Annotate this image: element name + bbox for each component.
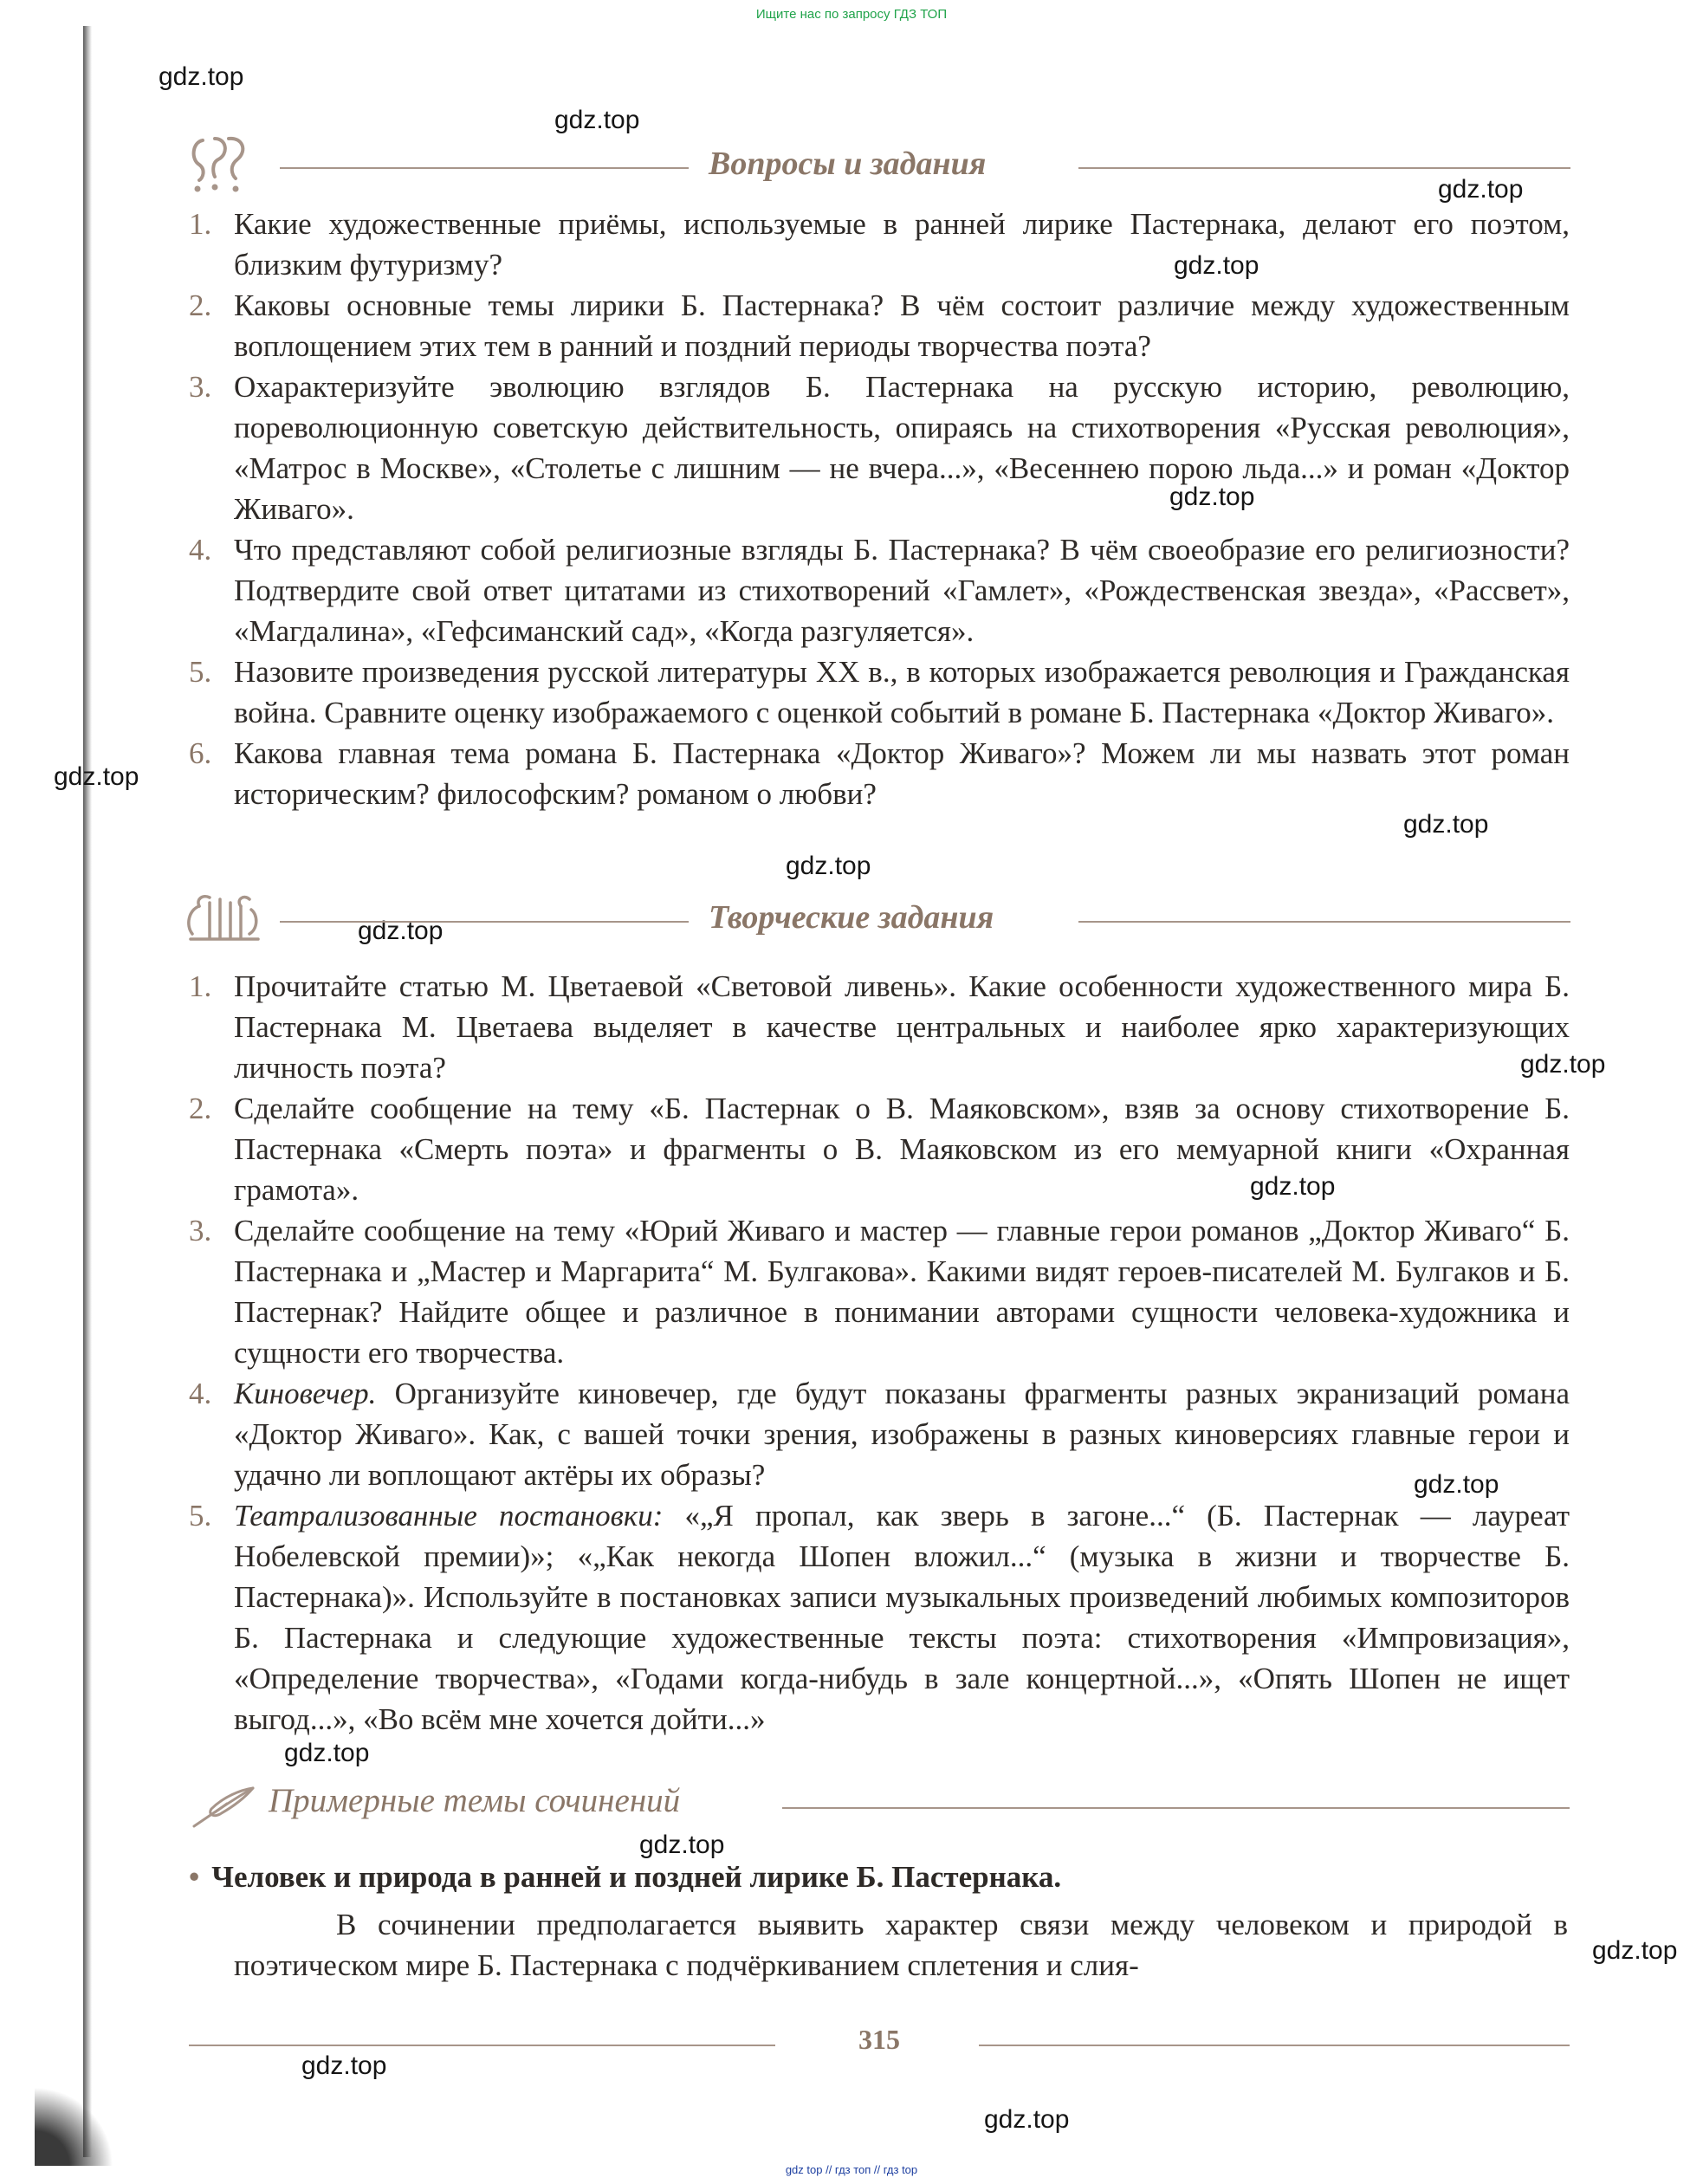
list-item: 2. Сделайте сообщение на тему «Б. Пастернак о В. Маяковском», взяв за основу стихотворение Б. Пастернака «Смерть поэта» и фрагменты о В. Маяковском из его мемуарной книги «Охранная грамота». [189, 1092, 1570, 1207]
watermark: gdz.top [786, 852, 871, 880]
watermark: gdz.top [1169, 483, 1255, 511]
header-rule-right [1078, 167, 1570, 169]
essays-header [189, 1781, 1570, 1833]
list-item: 5. Театрализованные постановки: «„Я пропал, как зверь в загоне...“ (Б. Пастернак — лауреат Нобелевской премии)»; «„Как некогда Шопен вложил...“ (музыка в жизни и творчестве Б. Пастернака)». Используйте в постановках записи музыкальных произведений любимых композиторов Б. Пастернака и следующие художественные тексты поэта: стихотворения «Импровизация», «Определение творчества», «Годами когда-нибудь в зале концертной...», «Опять Шопен не ищет выгод...», «Во всём мне хочется дойти...» [189, 1499, 1570, 1736]
watermark: gdz.top [639, 1831, 725, 1859]
essays-title: Примерные темы сочинений [269, 1782, 681, 1819]
page-number: 315 [858, 2024, 900, 2055]
watermark: gdz.top [1403, 810, 1489, 839]
list-item: 3. Сделайте сообщение на тему «Юрий Живаго и мастер — главные герои романов „Доктор Живаго“ Б. Пастернака и „Мастер и Маргарита“ М. Булгакова». Какими видят героев-писателей М. Булгаков и Б. Пастернак? Найдите общее и различное в понимании авторами сущности человека-художника и сущности его творчества. [189, 1214, 1570, 1370]
essay-theme-text: В сочинении предполагается выявить характер связи между человеком и природой в поэтическом мире Б. Пастернака с подчёркиванием сплетения и слия- [234, 1908, 1568, 1982]
creative-header [189, 895, 1575, 947]
list-item: 5. Назовите произведения русской литературы XX в., в которых изображается революция и Гражданская война. Сравните оценку изображаемого с оценкой событий в романе Б. Пастернака «Доктор Живаго». [189, 655, 1570, 729]
watermark: gdz.top [54, 762, 139, 791]
page-spine-shadow [83, 26, 92, 2157]
watermark: gdz.top [1414, 1470, 1499, 1499]
list-item: 4. Киновечер. Организуйте киновечер, где будут показаны фрагменты разных экранизаций романа «Доктор Живаго». Как, с вашей точки зрения, изображены в разных киноверсиях главные герои и удачно ли воплощают актёры их образы? [189, 1377, 1570, 1492]
essay-theme: • Человек и природа в ранней и поздней лирике Б. Пастернака. [189, 1860, 1062, 1894]
questions-title: Вопросы и задания [709, 146, 987, 182]
bottom-note: gdz top // гдз топ // гдз top [785, 2163, 918, 2176]
list-item: 2. Каковы основные темы лирики Б. Пастернака? В чём состоит различие между художественным воплощением этих тем в ранний и поздний периоды творчества поэта? [189, 288, 1570, 363]
watermark: gdz.top [1520, 1050, 1606, 1079]
header-rule-left [280, 921, 689, 923]
watermark: gdz.top [1174, 251, 1259, 280]
questions-header [189, 141, 1575, 193]
footer-rule-right [979, 2045, 1570, 2046]
list-item: 3. Охарактеризуйте эволюцию взглядов Б. Пастернака на русскую историю, революцию, пореволюционную советскую действительность, опираясь на стихотворения «Русская революция», «Матрос в Москве», «Столетье с лишним — не вчера...», «Весеннею порою льда...» и роман «Доктор Живаго». [189, 370, 1570, 526]
watermark: gdz.top [301, 2051, 387, 2080]
creative-title: Творческие задания [709, 899, 994, 936]
watermark: gdz.top [358, 917, 444, 945]
list-item: 1. Какие художественные приёмы, используемые в ранней лирике Пастернака, делают его поэтом, близким футуризму? [189, 207, 1570, 282]
header-rule-right [1078, 921, 1570, 923]
footer-rule-left [189, 2045, 775, 2046]
watermark: gdz.top [159, 62, 244, 91]
questions-list [189, 204, 1570, 814]
creative-list [189, 966, 1570, 1740]
watermark: gdz.top [1592, 1936, 1678, 1965]
list-item: 1. Прочитайте статью М. Цветаевой «Световой ливень». Какие особенности художественного мира Б. Пастернака М. Цветаева выделяет в качестве центральных и наиболее ярко характеризующих личность поэта? [189, 969, 1570, 1085]
header-rule-left [280, 167, 689, 169]
watermark: gdz.top [984, 2105, 1070, 2134]
watermark: gdz.top [1250, 1172, 1336, 1201]
header-rule-right [782, 1807, 1570, 1809]
watermark: gdz.top [1438, 175, 1524, 204]
quill-icon [189, 1783, 258, 1831]
list-item: 6. Какова главная тема романа Б. Пастернака «Доктор Живаго»? Можем ли мы назвать этот роман историческим? философским? романом о любви? [189, 736, 1570, 811]
top-search-note: Ищите нас по запросу ГДЗ ТОП [755, 7, 948, 22]
watermark: gdz.top [284, 1739, 370, 1767]
watermark: gdz.top [554, 106, 640, 134]
page-corner-shadow [35, 2062, 139, 2166]
list-item: 4. Что представляют собой религиозные взгляды Б. Пастернака? В чём своеобразие его религиозности? Подтвердите свой ответ цитатами из стихотворений «Гамлет», «Рождественская звезда», «Рассвет», «Магдалина», «Гефсиманский сад», «Когда разгуляется». [189, 533, 1570, 648]
